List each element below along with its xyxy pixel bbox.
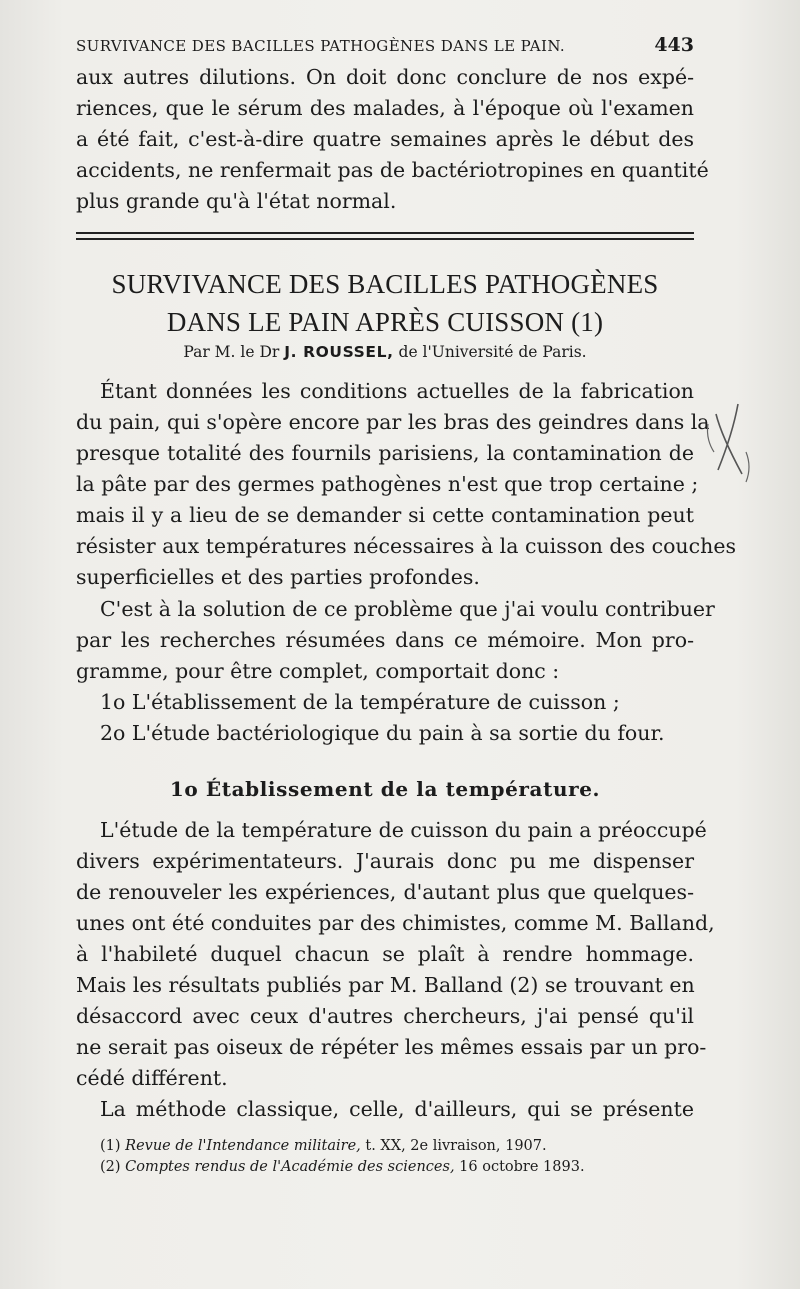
text-line: la pâte par des germes pathogènes n'est que trop certaine ; bbox=[76, 472, 699, 496]
author-name: J. ROUSSEL, bbox=[284, 343, 394, 361]
text-line: La méthode classique, celle, d'ailleurs, qui se présente bbox=[100, 1097, 694, 1121]
text-line: presque totalité des fournils parisiens, la contamination de bbox=[76, 441, 694, 465]
text-line: Étant données les conditions actuelles de la fabrication bbox=[100, 379, 694, 403]
section-rule-bottom bbox=[76, 238, 694, 240]
section-rule-top bbox=[76, 232, 694, 234]
list-item: 1o L'établissement de la température de cuisson ; bbox=[100, 690, 620, 714]
text-line: L'étude de la température de cuisson du pain a préoccupé bbox=[100, 818, 707, 842]
text-line: cédé différent. bbox=[76, 1066, 228, 1090]
text-line: C'est à la solution de ce problème que j'ai voulu contribuer bbox=[100, 597, 715, 621]
paragraph-2 bbox=[76, 594, 715, 749]
byline-affiliation: de l'Université de Paris. bbox=[398, 343, 587, 361]
text-line: unes ont été conduites par des chimistes, comme M. Balland, bbox=[76, 911, 715, 935]
text-line: ne serait pas oiseux de répéter les mêmes essais par un pro- bbox=[76, 1035, 707, 1059]
paragraph-3 bbox=[76, 815, 715, 1094]
footnote-2 bbox=[100, 1157, 700, 1178]
text-line: gramme, pour être complet, comportait donc : bbox=[76, 659, 560, 683]
text-line: superficielles et des parties profondes. bbox=[76, 565, 480, 589]
article-title-line-1: SURVIVANCE DES BACILLES PATHOGÈNES bbox=[111, 269, 659, 299]
paragraph-1 bbox=[76, 376, 736, 593]
text-line: résister aux températures nécessaires à la cuisson des couches bbox=[76, 534, 736, 558]
text-line: plus grande qu'à l'état normal. bbox=[76, 189, 397, 213]
text-line: aux autres dilutions. On doit donc conclure de nos expé- bbox=[76, 65, 694, 89]
page-number: 443 bbox=[654, 34, 694, 56]
footnote-2-source: Comptes rendus de l'Académie des sciences, bbox=[125, 1159, 455, 1175]
text-line: accidents, ne renfermait pas de bactériotropines en quantité bbox=[76, 158, 709, 182]
text-line: a été fait, c'est-à-dire quatre semaines après le début des bbox=[76, 127, 694, 151]
handwritten-cross-mark-icon bbox=[706, 396, 756, 486]
top-paragraph bbox=[76, 62, 709, 217]
footnote-2-number: (2) bbox=[100, 1159, 121, 1175]
text-line: par les recherches résumées dans ce mémoire. Mon pro- bbox=[76, 628, 694, 652]
list-item: 2o L'étude bactériologique du pain à sa sortie du four. bbox=[100, 721, 665, 745]
text-line: riences, que le sérum des malades, à l'époque où l'examen bbox=[76, 96, 694, 120]
paragraph-4 bbox=[76, 1094, 694, 1125]
article-title-line-2: DANS LE PAIN APRÈS CUISSON (1) bbox=[166, 307, 604, 337]
text-line: Mais les résultats publiés par M. Balland (2) se trouvant en bbox=[76, 973, 695, 997]
running-head bbox=[76, 34, 694, 56]
footnote-1 bbox=[100, 1136, 700, 1157]
text-line: de renouveler les expériences, d'autant plus que quelques- bbox=[76, 880, 694, 904]
footnote-2-details: 16 octobre 1893. bbox=[459, 1159, 585, 1175]
text-line: divers expérimentateurs. J'aurais donc pu me dispenser bbox=[76, 849, 694, 873]
byline-prefix: Par M. le Dr bbox=[183, 343, 280, 361]
footnote-1-details: t. XX, 2e livraison, 1907. bbox=[365, 1138, 547, 1154]
running-head-title: SURVIVANCE DES BACILLES PATHOGÈNES DANS LE PAIN. bbox=[76, 37, 566, 55]
text-line: à l'habileté duquel chacun se plaît à rendre hommage. bbox=[76, 942, 694, 966]
text-line: désaccord avec ceux d'autres chercheurs, j'ai pensé qu'il bbox=[76, 1004, 694, 1028]
footnote-1-source: Revue de l'Intendance militaire, bbox=[125, 1138, 361, 1154]
footnote-1-number: (1) bbox=[100, 1138, 121, 1154]
section-heading: 1o Établissement de la température. bbox=[169, 777, 601, 801]
text-line: du pain, qui s'opère encore par les bras des geindres dans la bbox=[76, 410, 710, 434]
byline bbox=[76, 343, 694, 361]
text-line: mais il y a lieu de se demander si cette contamination peut bbox=[76, 503, 694, 527]
